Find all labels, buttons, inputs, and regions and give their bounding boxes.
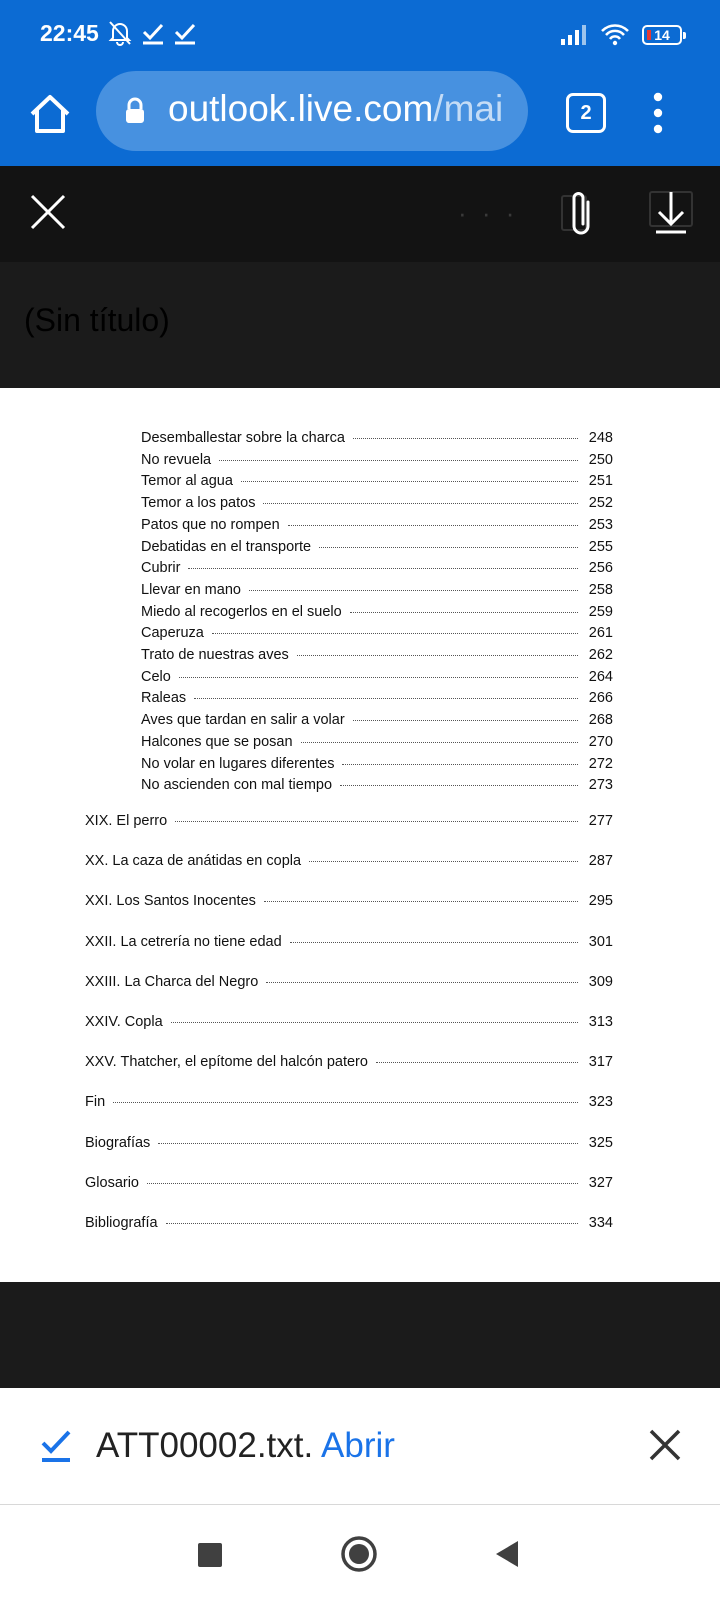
toc-entry-page: 270 (588, 733, 613, 750)
toc-entry-title: Raleas (141, 690, 187, 707)
toc-leader-dots (290, 942, 578, 943)
toc-entry-title: Llevar en mano (141, 581, 241, 598)
toc-entry-page: 258 (588, 581, 613, 598)
toc-entry-page: 253 (588, 516, 613, 533)
toc-entry-title: Biografías (85, 1134, 151, 1151)
toc-entry (141, 560, 613, 576)
toc-entry-title: Celo (141, 668, 171, 685)
viewer-footer (0, 1282, 720, 1388)
notification-icons (108, 18, 196, 48)
url-host: outlook.live.com (168, 88, 434, 129)
url-path: /mai (433, 88, 504, 129)
toc-entry-page: 256 (588, 560, 613, 577)
toc-entry-title: XXV. Thatcher, el epítome del halcón patero (85, 1054, 368, 1071)
toc-entry-title: XX. La caza de anátidas en copla (85, 853, 302, 870)
document-header (0, 262, 720, 388)
signal-icon (560, 24, 588, 46)
toc-entry (141, 756, 613, 772)
close-icon[interactable] (648, 1428, 682, 1462)
toc-leader-dots (342, 764, 578, 765)
toc-entry (141, 452, 613, 468)
url-text[interactable] (168, 88, 503, 130)
toc-entry-page: 273 (588, 777, 613, 794)
document-title: (Sin título) (24, 302, 170, 338)
toc-leader-dots (266, 982, 578, 983)
toc-entry-title: XXIV. Copla (85, 1014, 163, 1030)
download-icon[interactable] (648, 188, 694, 238)
home-button[interactable] (340, 1535, 378, 1573)
toc-entry (85, 1175, 613, 1191)
toc-entry (141, 430, 613, 446)
toc-entry-title: Caperuza (141, 625, 204, 642)
toc-entry (141, 734, 613, 750)
battery-icon (642, 25, 682, 45)
status-bar (0, 0, 720, 66)
toc-leader-dots (309, 861, 578, 862)
toc-leader-dots (219, 460, 578, 461)
recents-button[interactable] (198, 1543, 222, 1567)
more-options-button[interactable]: · · · (458, 198, 519, 228)
toc-entry-title: Temor a los patos (141, 495, 256, 512)
toc-entry-title: Bibliografía (85, 1215, 158, 1231)
toc-leader-dots (376, 1062, 578, 1063)
toc-entry-title: XXII. La cetrería no tiene edad (85, 933, 282, 950)
toc-leader-dots (171, 1022, 578, 1023)
toc-entry (141, 712, 613, 728)
document-page[interactable] (0, 388, 720, 1282)
toc-entry-page: 248 (588, 430, 613, 446)
navigation-bar (0, 1505, 720, 1600)
tab-switcher-button[interactable] (566, 93, 606, 133)
toc-entry-page: 250 (588, 451, 613, 468)
system-icons (560, 20, 682, 50)
toc-leader-dots (212, 633, 578, 634)
toc-leader-dots (353, 720, 578, 721)
bell-off-icon (108, 20, 132, 46)
toc-entry-page: 272 (588, 755, 613, 772)
toc-entry (141, 604, 613, 620)
toc-entry (85, 813, 613, 829)
toc-entry-title: XIX. El perro (85, 813, 168, 829)
toc-leader-dots (340, 785, 578, 786)
toc-entry-title: Cubrir (141, 560, 181, 577)
toc-entry-title: No revuela (141, 451, 212, 468)
toc-entry-page: 334 (588, 1215, 613, 1231)
toc-leader-dots (350, 612, 578, 613)
toc-leader-dots (175, 821, 578, 822)
toc-leader-dots (249, 590, 578, 591)
toc-entry (85, 893, 613, 909)
toc-leader-dots (353, 438, 578, 439)
toc-entry-page: 313 (588, 1014, 613, 1030)
toc-entry-page: 323 (588, 1094, 613, 1111)
viewer-toolbar (0, 166, 720, 262)
toc-entry (141, 473, 613, 489)
more-vert-icon[interactable] (648, 91, 668, 135)
toc-entry-page: 301 (588, 933, 613, 950)
toc-entry-page: 252 (588, 495, 613, 512)
toc-entry-title: Patos que no rompen (141, 516, 280, 533)
toc-entry (85, 1094, 613, 1110)
browser-toolbar (0, 66, 720, 166)
toc-entry-title: Desemballestar sobre la charca (141, 430, 345, 446)
check-icon (174, 21, 196, 45)
toc-entry-page: 255 (588, 538, 613, 555)
toc-entry-page: 266 (588, 690, 613, 707)
toc-entry-title: Glosario (85, 1174, 139, 1191)
toc-entry (85, 853, 613, 869)
toc-entry (85, 934, 613, 950)
toc-entry (141, 777, 613, 793)
toc-entry (85, 1014, 613, 1030)
download-message (96, 1426, 395, 1466)
toc-entry-page: 251 (588, 473, 613, 490)
toc-entry-page: 309 (588, 973, 613, 990)
toc-entry-page: 325 (588, 1134, 613, 1151)
toc-leader-dots (147, 1183, 578, 1184)
check-icon (142, 21, 164, 45)
toc-entry-page: 264 (588, 668, 613, 685)
tab-count: 2 (580, 101, 592, 124)
toc-leader-dots (188, 568, 578, 569)
toc-entry (141, 582, 613, 598)
toc-entry-title: Halcones que se posan (141, 733, 293, 750)
toc-entry-page: 295 (588, 893, 613, 910)
paperclip-icon[interactable] (560, 188, 602, 238)
battery-level: 14 (654, 27, 670, 43)
toc-leader-dots (179, 677, 578, 678)
toc-entry-page: 262 (588, 647, 613, 663)
toc-entry (141, 625, 613, 641)
toc-leader-dots (158, 1143, 578, 1144)
lock-icon (124, 97, 146, 125)
status-time: 22:45 (40, 20, 99, 46)
download-filename: ATT00002.txt. (96, 1426, 314, 1465)
wifi-icon (600, 23, 630, 47)
toc-entry (141, 647, 613, 663)
toc-entry-page: 317 (588, 1054, 613, 1071)
toc-entry (141, 690, 613, 706)
toc-entry-page: 259 (588, 603, 613, 620)
back-button[interactable] (494, 1539, 520, 1569)
toc-entry-page: 261 (588, 625, 613, 642)
toc-entry-title: XXIII. La Charca del Negro (85, 973, 259, 990)
toc-entry-title: No volar en lugares diferentes (141, 755, 335, 772)
download-bar (0, 1388, 720, 1505)
toc-leader-dots (263, 503, 578, 504)
download-complete-icon (40, 1428, 72, 1464)
toc-entry (141, 669, 613, 685)
toc-leader-dots (166, 1223, 578, 1224)
home-icon[interactable] (26, 90, 74, 138)
toc-entry (141, 517, 613, 533)
toc-leader-dots (288, 525, 578, 526)
toc-leader-dots (297, 655, 578, 656)
toc-leader-dots (194, 698, 578, 699)
toc-entry-page: 327 (588, 1174, 613, 1191)
toc-leader-dots (301, 742, 578, 743)
toc-leader-dots (319, 547, 578, 548)
toc-leader-dots (241, 481, 578, 482)
toc-entry (85, 974, 613, 990)
toc-leader-dots (264, 901, 578, 902)
close-icon[interactable] (28, 192, 68, 232)
toc-entry-page: 277 (588, 813, 613, 829)
toc-entry-title: Aves que tardan en salir a volar (141, 712, 345, 729)
toc-entry-page: 287 (588, 853, 613, 870)
open-file-link[interactable]: Abrir (321, 1426, 395, 1465)
toc-entry (141, 495, 613, 511)
toc-entry (85, 1135, 613, 1151)
toc-entry-title: Fin (85, 1094, 106, 1111)
toc-entry-title: Temor al agua (141, 473, 233, 490)
toc-entry-title: XXI. Los Santos Inocentes (85, 893, 256, 910)
toc-entry-title: No ascienden con mal tiempo (141, 777, 333, 794)
toc-entry (85, 1215, 613, 1231)
toc-leader-dots (113, 1102, 578, 1103)
toc-entry-page: 268 (588, 712, 613, 729)
address-bar[interactable] (96, 71, 528, 151)
toc-entry-title: Debatidas en el transporte (141, 538, 312, 555)
toc-entry (141, 539, 613, 555)
toc-entry-title: Trato de nuestras aves (141, 647, 289, 663)
toc-entry-title: Miedo al recogerlos en el suelo (141, 603, 342, 620)
toc-entry (85, 1054, 613, 1070)
